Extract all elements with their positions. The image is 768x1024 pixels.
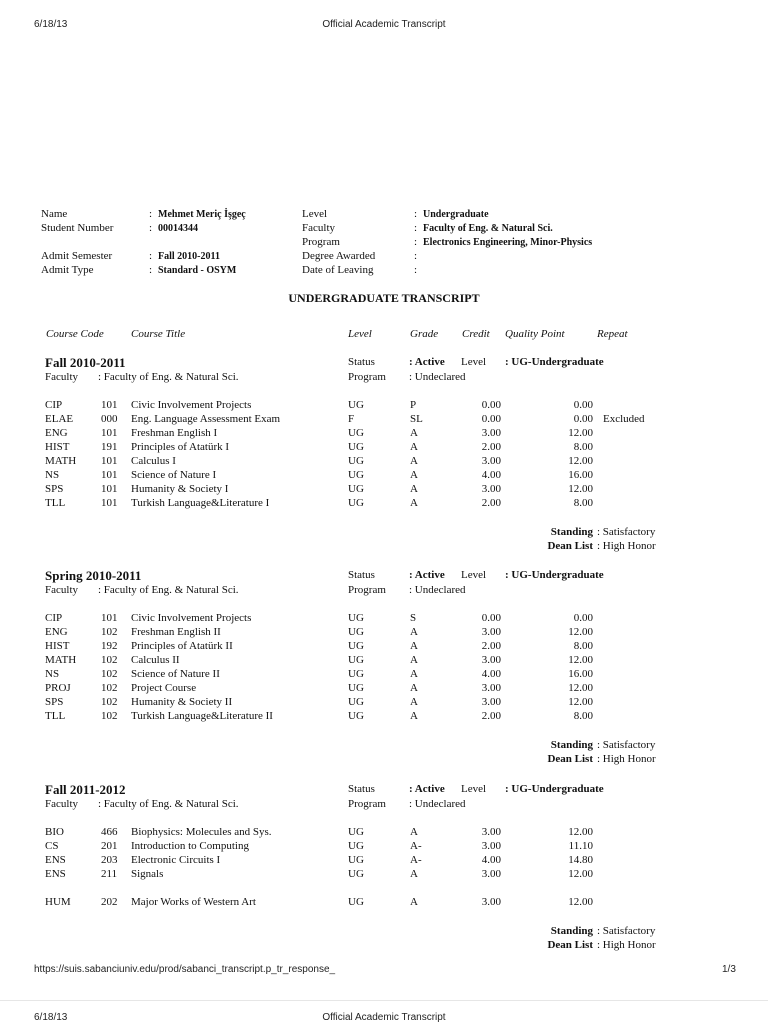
course-quality-point: 14.80 xyxy=(568,854,593,866)
course-level: UG xyxy=(348,455,364,467)
semester-program-label: Program xyxy=(348,798,386,810)
course-level: UG xyxy=(348,654,364,666)
course-grade: A- xyxy=(410,854,422,866)
course-credit: 2.00 xyxy=(481,441,501,453)
course-subject: NS xyxy=(45,668,60,680)
course-level: UG xyxy=(348,483,364,495)
course-subject: HUM xyxy=(45,896,71,908)
course-title: Principles of Atatürk II xyxy=(131,640,233,652)
course-level: UG xyxy=(348,710,364,722)
col-course-code: Course Code xyxy=(46,328,104,340)
course-level: UG xyxy=(348,441,364,453)
course-quality-point: 12.00 xyxy=(568,826,593,838)
course-level: UG xyxy=(348,896,364,908)
course-credit: 3.00 xyxy=(481,455,501,467)
dean-list-value: : High Honor xyxy=(597,753,656,765)
course-subject: HIST xyxy=(45,441,70,453)
program-sep: : xyxy=(414,236,418,248)
semester-level-value: : UG-Undergraduate xyxy=(505,783,604,795)
course-level: UG xyxy=(348,469,364,481)
col-credit: Credit xyxy=(462,328,490,340)
course-title: Science of Nature I xyxy=(131,469,217,481)
semester-program-value: : Undeclared xyxy=(409,584,466,596)
course-grade: A xyxy=(410,626,418,638)
course-grade: A xyxy=(410,455,418,467)
course-credit: 0.00 xyxy=(481,399,501,411)
standing-label: Standing xyxy=(550,526,593,538)
standing-label: Standing xyxy=(550,925,593,937)
course-title: Project Course xyxy=(131,682,197,694)
course-title: Electronic Circuits I xyxy=(131,854,221,866)
course-title: Signals xyxy=(131,868,164,880)
course-number: 102 xyxy=(101,710,118,722)
course-level: UG xyxy=(348,668,364,680)
course-quality-point: 16.00 xyxy=(568,668,593,680)
course-quality-point: 0.00 xyxy=(573,399,593,411)
course-number: 102 xyxy=(101,696,118,708)
semester-faculty-label: Faculty xyxy=(45,371,78,383)
footer-page: 1/3 xyxy=(722,964,736,975)
course-level: UG xyxy=(348,399,364,411)
course-title: Major Works of Western Art xyxy=(131,896,256,908)
status-label: Status xyxy=(348,356,375,368)
course-title: Freshman English I xyxy=(131,427,218,439)
semester-program-value: : Undeclared xyxy=(409,798,466,810)
course-grade: A xyxy=(410,826,418,838)
faculty-sep: : xyxy=(414,222,418,234)
course-credit: 2.00 xyxy=(481,497,501,509)
course-grade: A xyxy=(410,640,418,652)
degree-label: Degree Awarded xyxy=(302,250,376,262)
course-number: 101 xyxy=(101,455,118,467)
faculty-label: Faculty xyxy=(302,222,335,234)
course-grade: A xyxy=(410,483,418,495)
course-level: UG xyxy=(348,682,364,694)
semester-faculty-value: : Faculty of Eng. & Natural Sci. xyxy=(98,371,239,383)
course-number: 191 xyxy=(101,441,118,453)
semester-level-label: Level xyxy=(461,783,487,795)
course-subject: MATH xyxy=(45,654,77,666)
course-title: Humanity & Society I xyxy=(131,483,229,495)
course-grade: A xyxy=(410,710,418,722)
course-credit: 3.00 xyxy=(481,696,501,708)
semester-level-value: : UG-Undergraduate xyxy=(505,569,604,581)
admit-type-value: Standard - OSYM xyxy=(158,265,237,276)
course-credit: 2.00 xyxy=(481,710,501,722)
course-credit: 3.00 xyxy=(481,626,501,638)
student-number-label: Student Number xyxy=(41,222,114,234)
course-subject: CIP xyxy=(45,399,63,411)
col-grade: Grade xyxy=(410,328,439,340)
admit-semester-sep: : xyxy=(149,250,153,262)
course-title: Calculus II xyxy=(131,654,180,666)
course-grade: A xyxy=(410,427,418,439)
dean-list-value: : High Honor xyxy=(597,939,656,951)
course-grade: A xyxy=(410,469,418,481)
semester-faculty-label: Faculty xyxy=(45,584,78,596)
course-credit: 3.00 xyxy=(481,427,501,439)
semester-level-label: Level xyxy=(461,356,487,368)
student-number-value: 00014344 xyxy=(158,223,198,234)
course-number: 102 xyxy=(101,682,118,694)
course-grade: A xyxy=(410,696,418,708)
course-grade: A xyxy=(410,868,418,880)
course-number: 466 xyxy=(101,826,118,838)
course-quality-point: 12.00 xyxy=(568,626,593,638)
course-subject: SPS xyxy=(45,483,64,495)
status-value: : Active xyxy=(409,783,445,795)
course-subject: ENG xyxy=(45,626,68,638)
course-grade: A xyxy=(410,654,418,666)
course-subject: ENG xyxy=(45,427,68,439)
course-quality-point: 8.00 xyxy=(573,640,593,652)
course-grade: A xyxy=(410,441,418,453)
course-title: Turkish Language&Literature I xyxy=(131,497,270,509)
course-title: Eng. Language Assessment Exam xyxy=(131,413,281,425)
course-level: UG xyxy=(348,826,364,838)
standing-label: Standing xyxy=(550,739,593,751)
course-credit: 3.00 xyxy=(481,682,501,694)
degree-sep: : xyxy=(414,250,418,262)
course-credit: 3.00 xyxy=(481,483,501,495)
admit-semester-value: Fall 2010-2011 xyxy=(158,251,220,262)
print-title: Official Academic Transcript xyxy=(322,19,446,30)
course-quality-point: 12.00 xyxy=(568,696,593,708)
course-credit: 4.00 xyxy=(481,668,501,680)
print-date: 6/18/13 xyxy=(34,19,68,30)
course-subject: PROJ xyxy=(45,682,71,694)
course-title: Turkish Language&Literature II xyxy=(131,710,273,722)
dean-list-label: Dean List xyxy=(547,540,593,552)
course-quality-point: 12.00 xyxy=(568,682,593,694)
course-credit: 3.00 xyxy=(481,896,501,908)
course-number: 102 xyxy=(101,668,118,680)
course-quality-point: 0.00 xyxy=(573,612,593,624)
course-credit: 4.00 xyxy=(481,469,501,481)
course-quality-point: 12.00 xyxy=(568,654,593,666)
leaving-label: Date of Leaving xyxy=(302,264,374,276)
student-number-sep: : xyxy=(149,222,153,234)
course-title: Introduction to Computing xyxy=(131,840,249,852)
course-credit: 0.00 xyxy=(481,612,501,624)
course-subject: BIO xyxy=(45,826,64,838)
course-grade: SL xyxy=(410,413,423,425)
status-label: Status xyxy=(348,783,375,795)
course-level: F xyxy=(348,413,355,425)
semester-level-label: Level xyxy=(461,569,487,581)
course-subject: CS xyxy=(45,840,59,852)
course-subject: SPS xyxy=(45,696,64,708)
course-level: UG xyxy=(348,626,364,638)
program-value: Electronics Engineering, Minor-Physics xyxy=(423,237,593,248)
course-level: UG xyxy=(348,696,364,708)
footer-url: https://suis.sabanciuniv.edu/prod/sabanci_transcript.p_tr_response_ xyxy=(34,964,336,975)
course-quality-point: 11.10 xyxy=(568,840,593,852)
course-quality-point: 12.00 xyxy=(568,868,593,880)
col-course-title: Course Title xyxy=(131,328,186,340)
course-quality-point: 0.00 xyxy=(573,413,593,425)
course-subject: CIP xyxy=(45,612,63,624)
course-level: UG xyxy=(348,854,364,866)
course-quality-point: 12.00 xyxy=(568,896,593,908)
semester-title: Spring 2010-2011 xyxy=(45,568,142,583)
course-subject: NS xyxy=(45,469,60,481)
dean-list-label: Dean List xyxy=(547,753,593,765)
course-level: UG xyxy=(348,640,364,652)
course-level: UG xyxy=(348,840,364,852)
course-level: UG xyxy=(348,868,364,880)
course-title: Calculus I xyxy=(131,455,176,467)
level-value: Undergraduate xyxy=(423,209,489,220)
next-print-title: Official Academic Transcript xyxy=(322,1012,446,1023)
course-number: 101 xyxy=(101,427,118,439)
standing-value: : Satisfactory xyxy=(597,739,656,751)
status-label: Status xyxy=(348,569,375,581)
course-level: UG xyxy=(348,497,364,509)
course-number: 201 xyxy=(101,840,118,852)
course-credit: 4.00 xyxy=(481,854,501,866)
course-grade: A- xyxy=(410,840,422,852)
course-credit: 3.00 xyxy=(481,868,501,880)
status-value: : Active xyxy=(409,356,445,368)
next-print-date: 6/18/13 xyxy=(34,1012,68,1023)
name-label: Name xyxy=(41,208,68,220)
course-number: 000 xyxy=(101,413,118,425)
semester-program-value: : Undeclared xyxy=(409,371,466,383)
course-subject: ELAE xyxy=(45,413,74,425)
course-number: 101 xyxy=(101,612,118,624)
col-quality-point: Quality Point xyxy=(505,328,565,340)
course-title: Civic Involvement Projects xyxy=(131,399,252,411)
leaving-sep: : xyxy=(414,264,418,276)
col-repeat: Repeat xyxy=(597,328,628,340)
course-grade: A xyxy=(410,497,418,509)
course-title: Freshman English II xyxy=(131,626,221,638)
course-quality-point: 12.00 xyxy=(568,427,593,439)
course-number: 102 xyxy=(101,654,118,666)
course-number: 101 xyxy=(101,399,118,411)
dean-list-value: : High Honor xyxy=(597,540,656,552)
course-grade: A xyxy=(410,682,418,694)
semester-title: Fall 2010-2011 xyxy=(45,355,126,370)
admit-semester-label: Admit Semester xyxy=(41,250,113,262)
course-quality-point: 12.00 xyxy=(568,455,593,467)
course-grade: A xyxy=(410,896,418,908)
course-level: UG xyxy=(348,427,364,439)
col-level: Level xyxy=(348,328,372,340)
program-label: Program xyxy=(302,236,340,248)
course-repeat: Excluded xyxy=(603,413,645,425)
course-level: UG xyxy=(348,612,364,624)
dean-list-label: Dean List xyxy=(547,939,593,951)
semester-program-label: Program xyxy=(348,371,386,383)
course-grade: P xyxy=(410,399,417,411)
course-credit: 3.00 xyxy=(481,654,501,666)
level-label: Level xyxy=(302,208,328,220)
transcript-title: UNDERGRADUATE TRANSCRIPT xyxy=(288,291,480,305)
admit-type-label: Admit Type xyxy=(41,264,94,276)
course-title: Humanity & Society II xyxy=(131,696,233,708)
faculty-value: Faculty of Eng. & Natural Sci. xyxy=(423,223,553,234)
course-quality-point: 8.00 xyxy=(573,441,593,453)
course-subject: TLL xyxy=(45,710,66,722)
course-title: Science of Nature II xyxy=(131,668,220,680)
course-title: Biophysics: Molecules and Sys. xyxy=(131,826,272,838)
course-number: 202 xyxy=(101,896,118,908)
semester-title: Fall 2011-2012 xyxy=(45,782,126,797)
course-credit: 3.00 xyxy=(481,840,501,852)
admit-type-sep: : xyxy=(149,264,153,276)
course-title: Principles of Atatürk I xyxy=(131,441,230,453)
semester-level-value: : UG-Undergraduate xyxy=(505,356,604,368)
name-sep: : xyxy=(149,208,153,220)
course-number: 101 xyxy=(101,469,118,481)
standing-value: : Satisfactory xyxy=(597,526,656,538)
course-title: Civic Involvement Projects xyxy=(131,612,252,624)
course-subject: HIST xyxy=(45,640,70,652)
course-quality-point: 8.00 xyxy=(573,497,593,509)
page-divider xyxy=(0,1000,768,1001)
course-subject: ENS xyxy=(45,854,66,866)
level-sep: : xyxy=(414,208,418,220)
course-grade: S xyxy=(410,612,417,624)
course-number: 101 xyxy=(101,483,118,495)
semester-faculty-label: Faculty xyxy=(45,798,78,810)
semester-program-label: Program xyxy=(348,584,386,596)
semester-faculty-value: : Faculty of Eng. & Natural Sci. xyxy=(98,798,239,810)
course-number: 101 xyxy=(101,497,118,509)
course-credit: 0.00 xyxy=(481,413,501,425)
course-number: 102 xyxy=(101,626,118,638)
semester-faculty-value: : Faculty of Eng. & Natural Sci. xyxy=(98,584,239,596)
course-number: 203 xyxy=(101,854,118,866)
course-credit: 2.00 xyxy=(481,640,501,652)
course-subject: MATH xyxy=(45,455,77,467)
course-quality-point: 12.00 xyxy=(568,483,593,495)
status-value: : Active xyxy=(409,569,445,581)
course-subject: TLL xyxy=(45,497,66,509)
course-number: 211 xyxy=(101,868,118,880)
course-grade: A xyxy=(410,668,418,680)
course-credit: 3.00 xyxy=(481,826,501,838)
name-value: Mehmet Meriç İşgeç xyxy=(158,209,246,220)
course-subject: ENS xyxy=(45,868,66,880)
course-quality-point: 8.00 xyxy=(573,710,593,722)
standing-value: : Satisfactory xyxy=(597,925,656,937)
course-number: 192 xyxy=(101,640,118,652)
course-quality-point: 16.00 xyxy=(568,469,593,481)
